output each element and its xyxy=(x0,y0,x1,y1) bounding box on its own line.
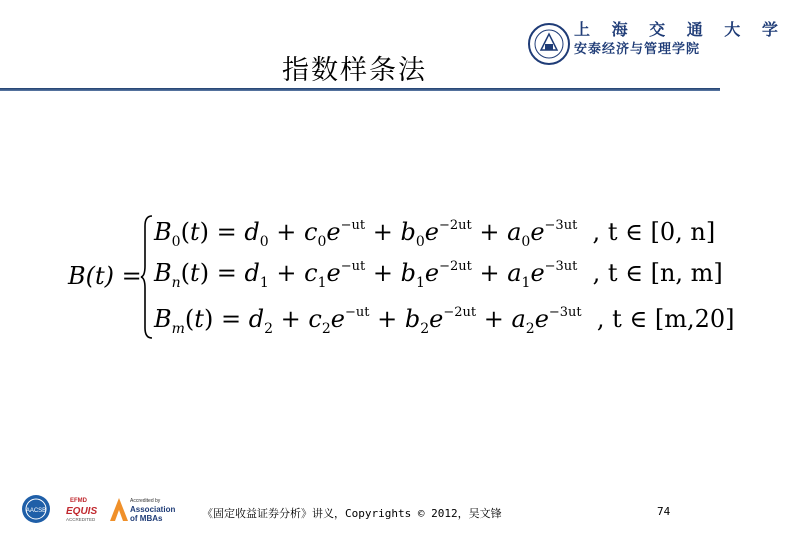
left-brace-icon xyxy=(140,214,154,340)
svg-text:EQUIS: EQUIS xyxy=(66,506,98,517)
svg-text:AACSB: AACSB xyxy=(25,508,47,514)
exponential-spline-equation xyxy=(68,212,735,342)
university-name-line1: 上 海 交 通 大 学 xyxy=(574,20,786,39)
svg-text:ACCREDITED: ACCREDITED xyxy=(66,517,96,522)
svg-text:Accredited by: Accredited by xyxy=(130,498,161,504)
slide-title: 指数样条法 xyxy=(282,55,427,86)
equation-lhs xyxy=(68,262,142,290)
svg-text:EFMD: EFMD xyxy=(70,498,87,504)
equation-lhs-text: B(t) = xyxy=(68,262,142,290)
school-name-line2: 安泰经济与管理学院 xyxy=(574,42,701,57)
aacsb-logo-icon xyxy=(22,495,50,523)
equation-row-1: $B_0(t) = d_0 + c_0e^{-ut} + b_0e^{-2ut} + a_0e^{-3ut}$ , t ∈ [0, n] xyxy=(154,218,716,250)
interval-1: t ∈ [0, n] xyxy=(607,218,716,246)
accreditation-logos xyxy=(22,492,182,526)
university-seal-icon xyxy=(527,22,571,66)
equis-logo-icon xyxy=(66,498,97,522)
svg-text:of MBAs: of MBAs xyxy=(130,514,163,523)
page-number: 74 xyxy=(657,505,671,518)
header-divider xyxy=(0,88,720,91)
amba-logo-icon xyxy=(110,498,175,523)
interval-2: t ∈ [n, m] xyxy=(607,259,723,287)
footer-lecture-note: 《固定收益证券分析》讲义，Copyrights © 2012，吴文锋 xyxy=(202,507,502,520)
interval-3: t ∈ [m,20] xyxy=(612,305,735,333)
equation-row-2: $B_n(t) = d_1 + c_1e^{-ut} + b_1e^{-2ut} + a_1e^{-3ut}$ , t ∈ [n, m] xyxy=(154,259,723,291)
svg-text:Association: Association xyxy=(130,505,176,514)
equation-row-3: $B_m(t) = d_2 + c_2e^{-ut} + b_2e^{-2ut} + a_2e^{-3ut}$ , t ∈ [m,20] xyxy=(154,305,735,337)
university-name xyxy=(574,20,786,60)
